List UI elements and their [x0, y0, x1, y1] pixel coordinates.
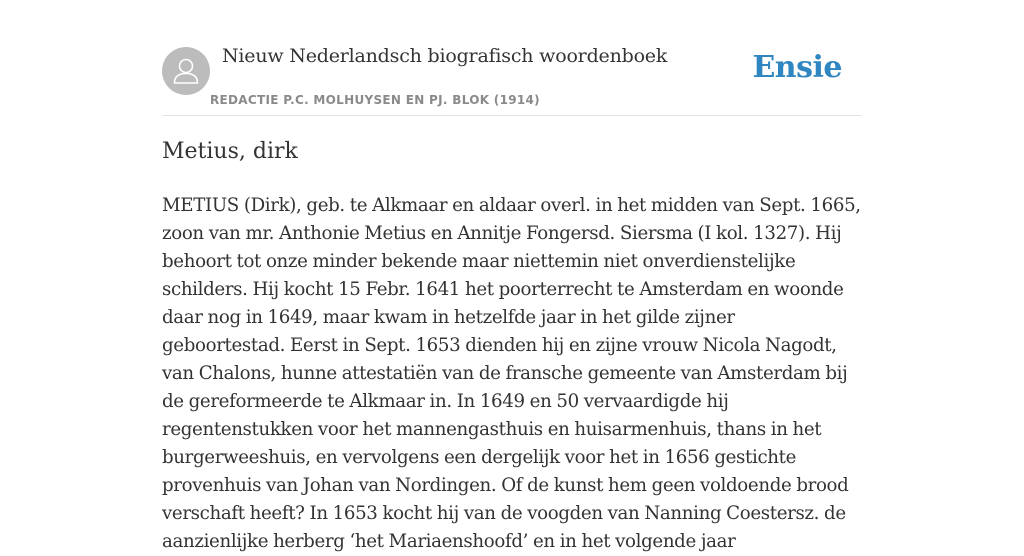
- user-avatar-icon[interactable]: [162, 47, 210, 95]
- book-header: [162, 0, 862, 116]
- entry-title: Metius, dirk: [162, 139, 298, 164]
- book-editor: REDACTIE P.C. MOLHUYSEN EN PJ. BLOK (1914): [210, 93, 540, 107]
- person-outline-icon: [162, 47, 210, 95]
- content-container: [162, 0, 862, 552]
- book-title[interactable]: Nieuw Nederlandsch biografisch woordenboek: [222, 45, 668, 67]
- entry-body: METIUS (Dirk), geb. te Alkmaar en aldaar overl. in het midden van Sept. 1665, zoon van mr. Anthonie Metius en Annitje Fongersd. Siersma (I kol. 1327). Hij behoort tot onze minder bekende maar niettemin niet onverdienstelijke schilders. Hij kocht 15 Febr. 1641 het poorterrecht te Amsterdam en woonde daar nog in 1649, maar kwam in hetzelfde jaar in het gilde zijner geboortestad. Eerst in Sept. 1653 dienden hij en zijne vrouw Nicola Nagodt, van Chalons, hunne attestatiën van de fransche gemeente van Amsterdam bij de gereformeerde te Alkmaar in. In 1649 en 50 vervaardigde hij regentenstukken voor het mannengasthuis en huisarmenhuis, thans in het burgerweeshuis, en vervolgens een dergelijk voor het in 1656 gestichte provenhuis van Johan van Nordingen. Of de kunst hem geen voldoende brood verschaft heeft? In 1653 kocht hij van de voogden van Nanning Coestersz. de aanzienlijke herberg ‘het Mariaenshoofd’ en in het volgende jaar: [162, 195, 861, 552]
- brand-logo[interactable]: Ensie: [752, 50, 842, 85]
